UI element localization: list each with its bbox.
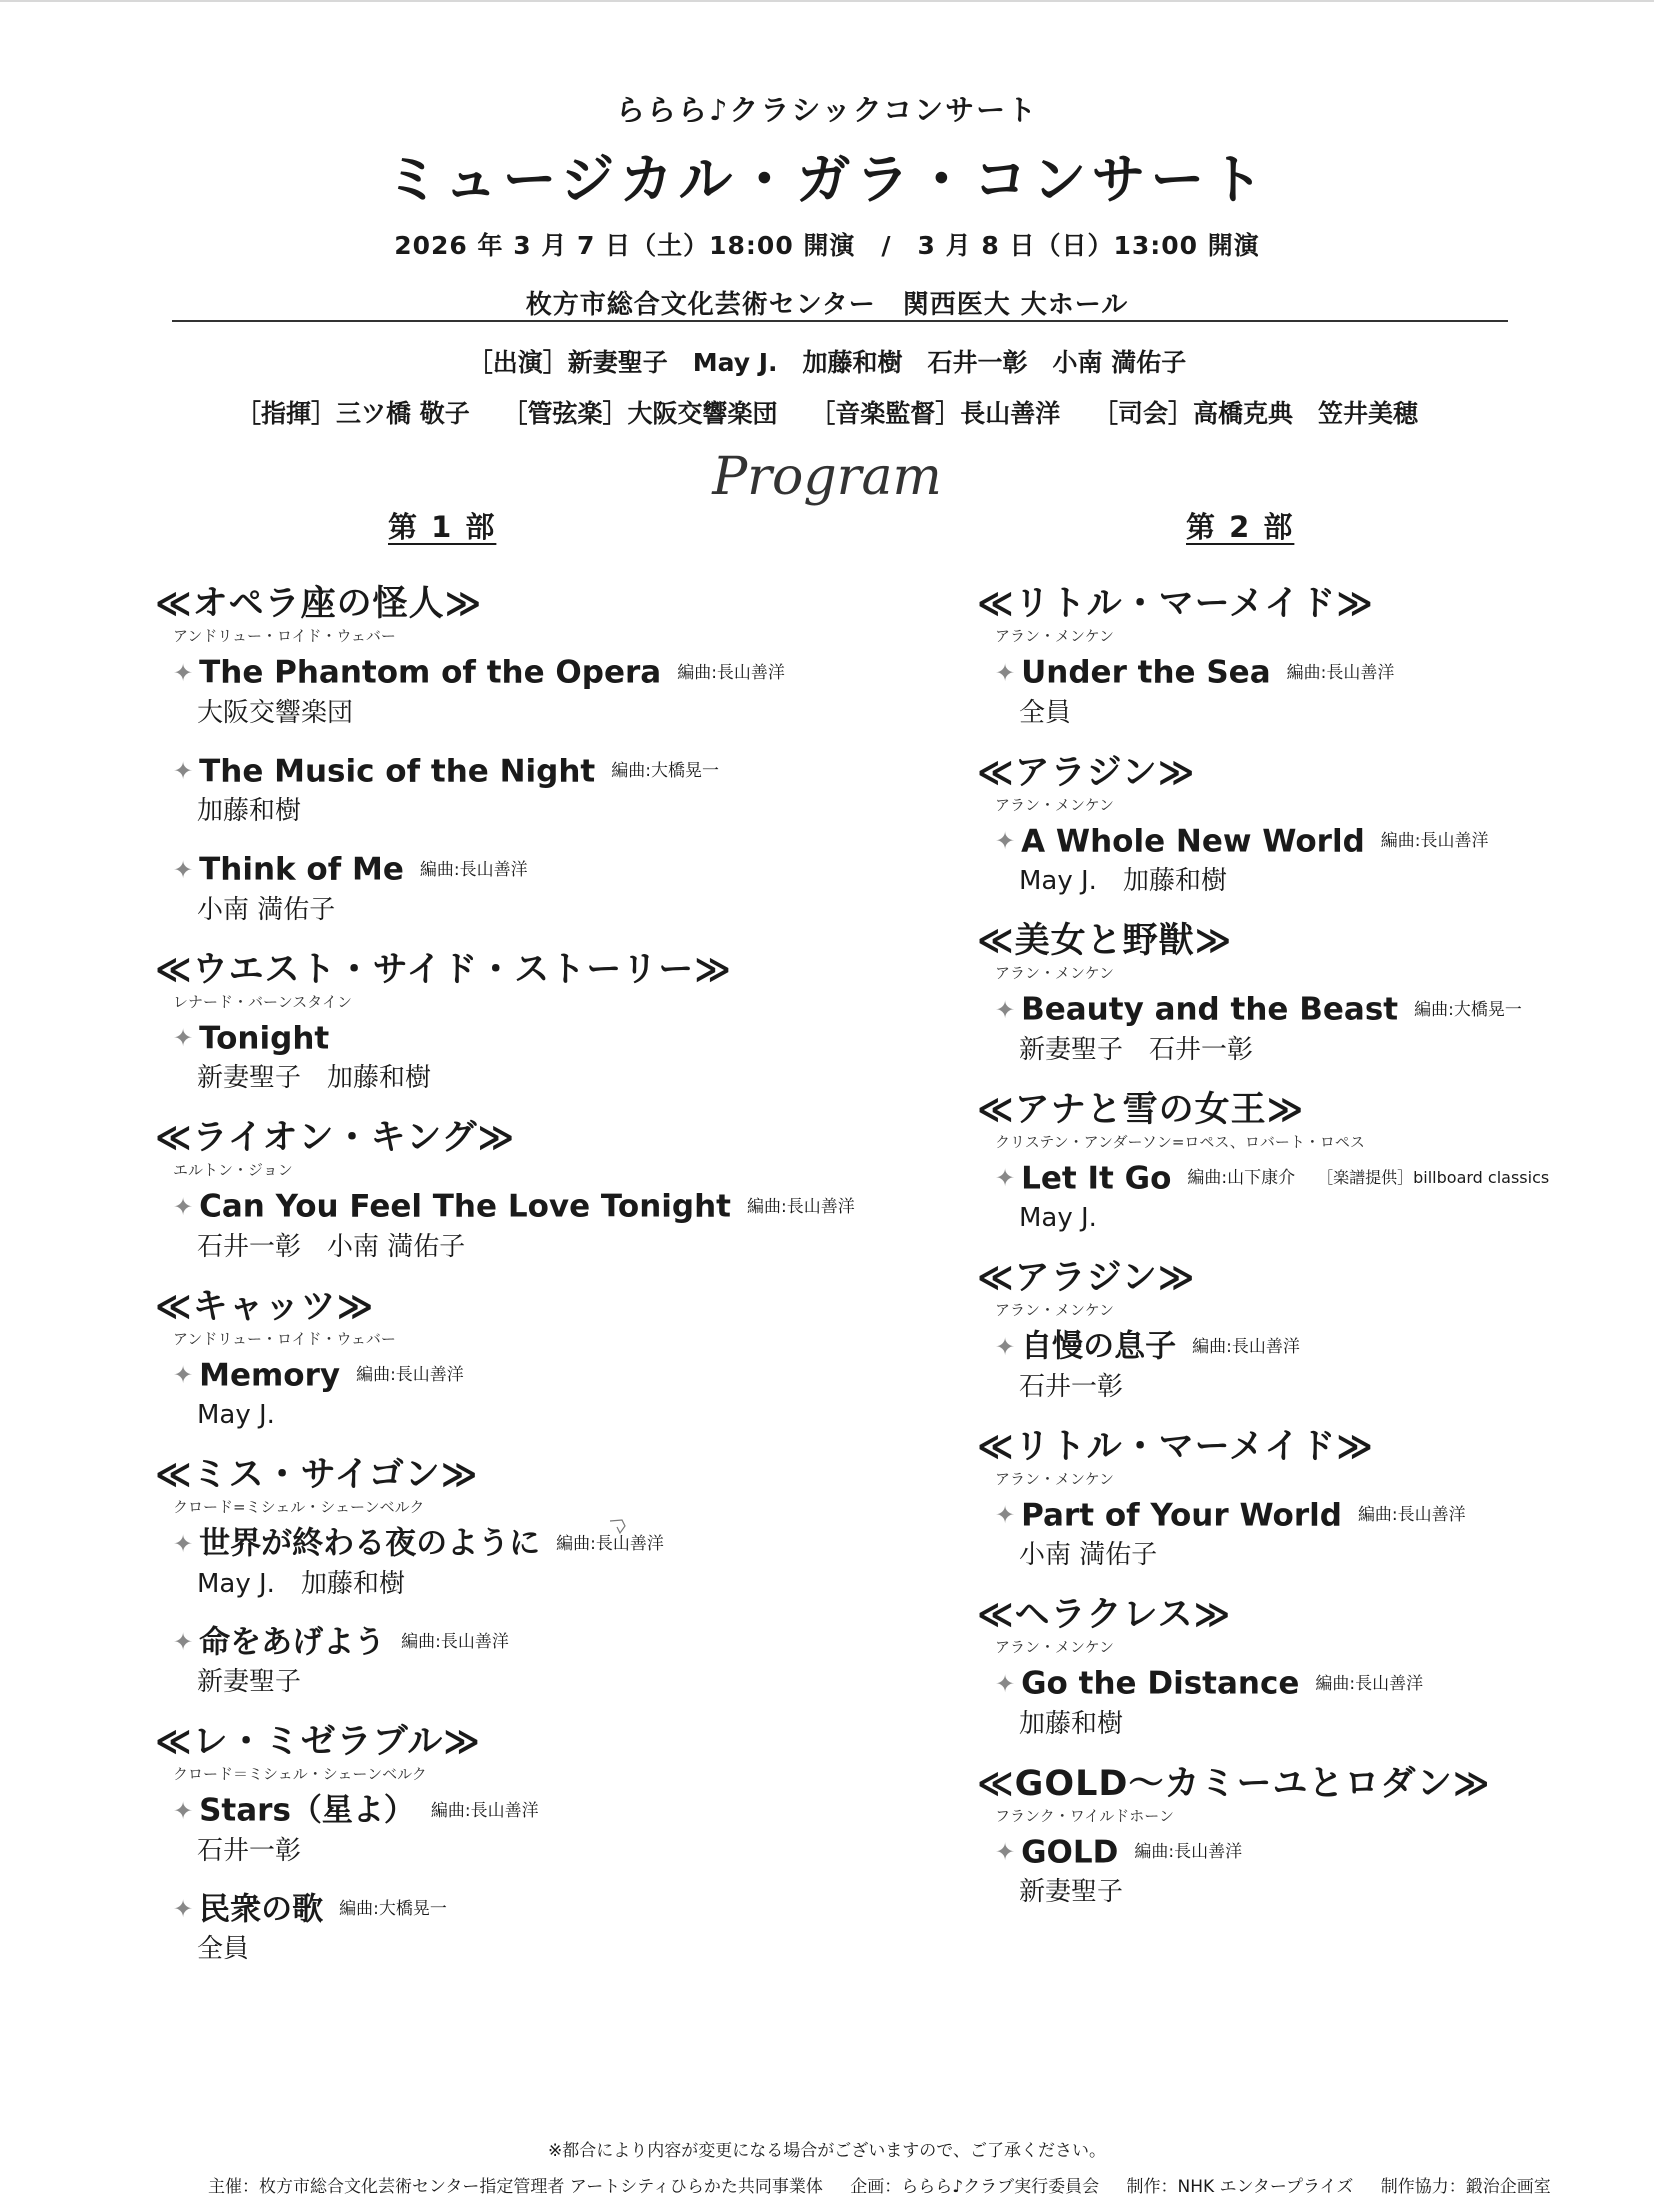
program-work	[155, 1453, 915, 1702]
song-entry	[995, 1495, 1617, 1576]
song-title-line	[173, 849, 915, 890]
venue-name: 枚方市総合文化芸術センター 関西医大 大ホール	[525, 290, 1129, 320]
arranger-credit: 編曲:長山善洋	[1134, 1842, 1243, 1862]
song-title-line	[995, 1495, 1617, 1536]
song-title: Can You Feel The Love Tonight	[199, 1188, 731, 1225]
song-title: Under the Sea	[1021, 654, 1271, 691]
star-bullet-icon: ✦	[995, 1332, 1016, 1361]
song-title: 自慢の息子	[1021, 1328, 1177, 1365]
program-script-label: Program	[712, 447, 942, 507]
song-title-line	[995, 989, 1617, 1030]
star-bullet-icon: ✦	[173, 1895, 194, 1923]
star-bullet-icon: ✦	[173, 1796, 194, 1825]
work-title: ≪オペラ座の怪人≫	[155, 584, 483, 624]
star-bullet-icon: ✦	[995, 1669, 1016, 1698]
composer-name: アラン・メンケン	[995, 1469, 1114, 1488]
work-title: ≪レ・ミゼラブル≫	[155, 1722, 481, 1762]
song-title-line	[173, 652, 915, 693]
arranger-credit: 編曲:長山善洋	[1357, 1505, 1466, 1525]
song-entry	[173, 849, 915, 930]
performer-names: 加藤和樹	[197, 796, 302, 826]
work-title: ≪アナと雪の女王≫	[977, 1089, 1305, 1130]
song-entry	[173, 1018, 915, 1099]
performer-names: 新妻聖子	[197, 1667, 302, 1697]
song-title: The Music of the Night	[199, 753, 596, 789]
star-bullet-icon: ✦	[173, 1529, 194, 1558]
arranger-credit: 編曲:長山善洋	[556, 1533, 664, 1554]
program-work	[977, 919, 1617, 1070]
composer-name: アラン・メンケン	[995, 964, 1114, 982]
song-title-line	[995, 1663, 1617, 1704]
arranger-credit: 編曲:長山善洋	[419, 859, 528, 880]
song-title: Beauty and the Beast	[1021, 991, 1399, 1028]
song-entry	[995, 1158, 1617, 1239]
part-2-heading: 第 2 部	[1186, 510, 1295, 544]
song-title: Think of Me	[199, 851, 404, 888]
program-work	[977, 1593, 1617, 1744]
song-title: 命をあげよう	[199, 1624, 386, 1660]
music-director-credit: ［音楽監督］長山善洋	[810, 399, 1061, 428]
star-bullet-icon: ✦	[173, 757, 194, 785]
host-credit: ［司会］高橋克典 笠井美穂	[1092, 399, 1418, 428]
star-bullet-icon: ✦	[173, 1628, 194, 1656]
performer-names: May J.	[1019, 1203, 1097, 1233]
performer-names: 小南 満佑子	[197, 894, 336, 925]
song-entry	[995, 652, 1617, 733]
organizer-footer	[208, 2172, 1573, 2197]
composer-name: フランク・ワイルドホーン	[995, 1806, 1174, 1825]
song-entry	[995, 1326, 1617, 1407]
song-title: 世界が終わる夜のように	[199, 1525, 541, 1562]
song-title-line	[173, 1018, 915, 1059]
performer-names: 加藤和樹	[1019, 1708, 1124, 1739]
program-work	[977, 1425, 1617, 1576]
performance-dates: 2026 年 3 月 7 日（土）18:00 開演 / 3 月 8 日（日）13:00 開演	[394, 231, 1260, 260]
program-work	[155, 1720, 915, 1969]
star-bullet-icon: ✦	[995, 1501, 1016, 1529]
star-bullet-icon: ✦	[173, 855, 194, 884]
performer-names: 新妻聖子	[1019, 1877, 1124, 1907]
program-work	[977, 582, 1617, 733]
conductor-credit: ［指揮］三ツ橋 敬子	[236, 399, 470, 428]
arranger-credit: 編曲:長山善洋	[356, 1365, 464, 1385]
organizer-credit: 主催：枚方市総合文化芸術センター指定管理者 アートシティひらかた共同事業体	[208, 2177, 823, 2197]
song-title: Part of Your World	[1021, 1497, 1342, 1533]
composer-name: クリステン・アンダーソン=ロペス、ロバート・ロペス	[995, 1132, 1365, 1151]
star-bullet-icon: ✦	[995, 1164, 1016, 1192]
song-title-line	[173, 751, 915, 792]
performer-names: 石井一彰 小南 満佑子	[197, 1231, 466, 1262]
star-bullet-icon: ✦	[995, 995, 1016, 1024]
program-work	[977, 751, 1617, 902]
song-title-line	[173, 1186, 915, 1227]
part-1-program-list	[155, 582, 915, 1987]
song-title-line	[995, 1832, 1617, 1873]
performer-names: May J. 加藤和樹	[197, 1568, 405, 1599]
arranger-credit: 編曲:長山善洋	[747, 1196, 855, 1217]
work-title: ≪キャッツ≫	[155, 1286, 375, 1327]
composer-name: アラン・メンケン	[995, 627, 1114, 645]
song-title-line	[173, 1790, 915, 1831]
series-subtitle: ららら♪クラシックコンサート	[615, 93, 1039, 127]
song-entry	[173, 1523, 915, 1604]
production-credit: 制作：NHK エンタープライズ	[1126, 2177, 1354, 2197]
arranger-credit: 編曲:長山善洋	[401, 1632, 509, 1652]
star-bullet-icon: ✦	[173, 658, 194, 687]
score-provider-credit: ［楽譜提供］billboard classics	[1317, 1168, 1550, 1187]
work-title: ≪ヘラクレス≫	[977, 1595, 1232, 1635]
performer-names: 全員	[1019, 697, 1072, 728]
song-title: Go the Distance	[1021, 1665, 1300, 1702]
song-entry	[173, 652, 915, 733]
performer-names: 小南 満佑子	[1019, 1540, 1158, 1570]
program-work	[977, 1256, 1617, 1407]
planning-credit: 企画：ららら♪クラブ実行委員会	[850, 2177, 1100, 2197]
composer-name: アンドリュー・ロイド・ウェバー	[173, 627, 396, 645]
orchestra-credit: ［管弦楽］大阪交響楽団	[502, 399, 778, 428]
arranger-credit: 編曲:長山善洋	[1286, 662, 1395, 683]
song-title: The Phantom of the Opera	[199, 654, 662, 691]
performer-names: May J.	[197, 1400, 275, 1430]
arranger-credit: 編曲:大橋晃一	[339, 1899, 447, 1919]
work-title: ≪ライオン・キング≫	[155, 1118, 516, 1158]
song-entry	[173, 1355, 915, 1436]
performer-names: 大阪交響楽団	[197, 697, 354, 728]
song-title: 民衆の歌	[199, 1891, 324, 1927]
song-title: Memory	[199, 1357, 341, 1393]
arranger-credit: 編曲:長山善洋	[1192, 1336, 1300, 1357]
song-title-line	[173, 1889, 915, 1930]
header-divider	[172, 320, 1508, 322]
song-title: Tonight	[199, 1020, 330, 1056]
composer-name: クロード=ミシェル・シェーンベルク	[173, 1498, 425, 1516]
arranger-credit: 編曲:山下康介	[1187, 1168, 1296, 1188]
star-bullet-icon: ✦	[173, 1361, 194, 1389]
song-title: Let It Go	[1021, 1160, 1172, 1196]
song-entry	[173, 1622, 915, 1703]
song-entry	[173, 1790, 915, 1871]
song-title: Stars（星よ）	[199, 1792, 415, 1829]
performer-names: 新妻聖子 石井一彰	[1019, 1034, 1254, 1065]
work-title: ≪ウエスト・サイド・ストーリー≫	[155, 949, 732, 990]
program-work	[155, 582, 915, 930]
work-title: ≪GOLD〜カミーユとロダン≫	[977, 1763, 1491, 1804]
part-1-heading: 第 1 部	[388, 510, 497, 544]
production-cooperation-credit: 制作協力：鍛治企画室	[1380, 2177, 1551, 2197]
star-bullet-icon: ✦	[173, 1192, 194, 1221]
program-work	[977, 1088, 1617, 1239]
work-title: ≪リトル・マーメイド≫	[977, 1426, 1374, 1467]
top-edge-line	[0, 0, 1654, 2]
performer-names: 全員	[197, 1934, 250, 1964]
song-entry	[173, 1889, 915, 1970]
song-title-line	[995, 821, 1617, 862]
program-work	[155, 948, 915, 1099]
star-bullet-icon: ✦	[995, 827, 1016, 855]
arranger-credit: 編曲:長山善洋	[430, 1800, 539, 1821]
star-bullet-icon: ✦	[995, 658, 1016, 687]
composer-name: アラン・メンケン	[995, 1301, 1114, 1319]
song-entry	[995, 1663, 1617, 1744]
work-title: ≪ミス・サイゴン≫	[155, 1455, 479, 1495]
work-title: ≪美女と野獣≫	[977, 921, 1233, 961]
song-entry	[173, 751, 915, 832]
composer-name: アラン・メンケン	[995, 1638, 1114, 1656]
song-entry	[173, 1186, 915, 1267]
composer-name: レナード・バーンスタイン	[173, 992, 352, 1011]
song-entry	[995, 989, 1617, 1070]
star-bullet-icon: ✦	[995, 1838, 1016, 1866]
song-title: A Whole New World	[1021, 823, 1365, 859]
program-work	[977, 1762, 1617, 1913]
song-entry	[995, 1832, 1617, 1913]
song-title-line	[173, 1355, 915, 1396]
work-title: ≪リトル・マーメイド≫	[977, 584, 1374, 624]
cast-credits: ［出演］新妻聖子 May J. 加藤和樹 石井一彰 小南 満佑子	[467, 348, 1187, 377]
arranger-credit: 編曲:長山善洋	[1380, 831, 1489, 851]
song-title-line	[173, 1523, 915, 1564]
part-2-program-list	[977, 582, 1617, 1930]
paper-scratch-mark	[608, 1518, 628, 1536]
arranger-credit: 編曲:大橋晃一	[1414, 999, 1522, 1020]
work-title: ≪アラジン≫	[977, 1258, 1196, 1298]
star-bullet-icon: ✦	[173, 1024, 194, 1052]
performer-names: 石井一彰	[1019, 1371, 1124, 1402]
composer-name: アンドリュー・ロイド・ウェバー	[173, 1329, 396, 1348]
performer-names: 石井一彰	[197, 1835, 302, 1866]
performer-names: May J. 加藤和樹	[1019, 866, 1227, 896]
arranger-credit: 編曲:長山善洋	[677, 662, 785, 683]
program-work	[155, 1116, 915, 1267]
song-entry	[995, 821, 1617, 902]
concert-title: ミュージカル・ガラ・コンサート	[385, 148, 1269, 211]
staff-credits	[0, 394, 1654, 430]
composer-name: アラン・メンケン	[995, 795, 1114, 814]
program-work	[155, 1285, 915, 1436]
arranger-credit: 編曲:大橋晃一	[611, 761, 719, 781]
song-title-line	[995, 1326, 1617, 1367]
arranger-credit: 編曲:長山善洋	[1315, 1673, 1424, 1694]
song-title-line	[995, 1158, 1617, 1199]
song-title-line	[173, 1622, 915, 1663]
performer-names: 新妻聖子 加藤和樹	[197, 1063, 432, 1093]
work-title: ≪アラジン≫	[977, 752, 1196, 793]
change-notice: ※都合により内容が変更になる場合がございますので、ご了承ください。	[548, 2141, 1106, 2161]
song-title-line	[995, 652, 1617, 693]
composer-name: エルトン・ジョン	[173, 1161, 293, 1179]
song-title: GOLD	[1021, 1834, 1119, 1870]
concert-header	[0, 88, 1654, 321]
composer-name: クロード＝ミシェル・シェーンベルク	[173, 1765, 427, 1783]
